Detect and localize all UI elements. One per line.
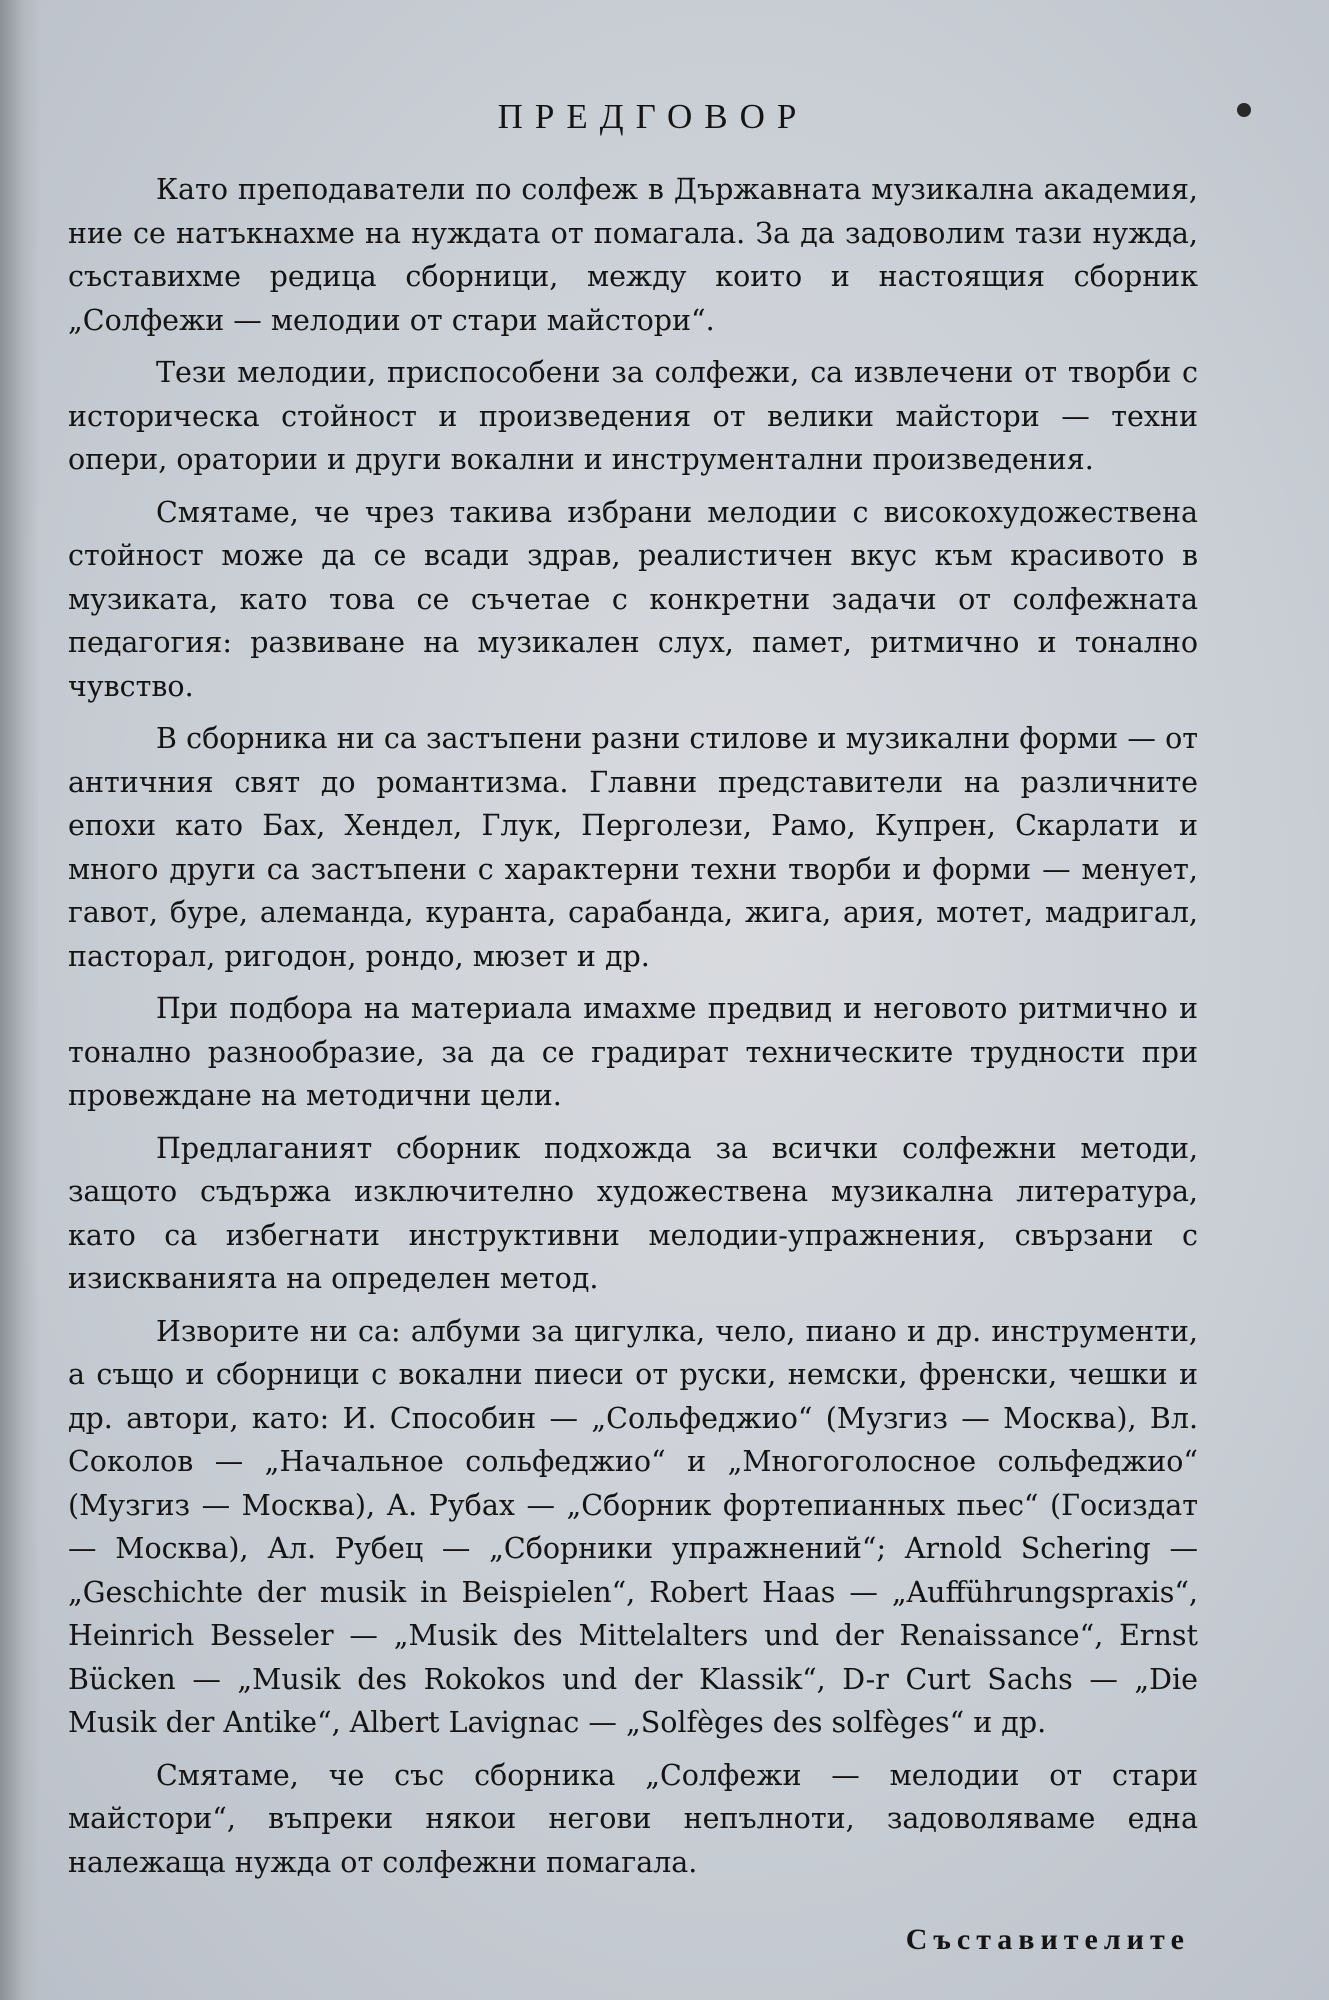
paragraph-3: Смятаме, че чрез такива избрани мелодии с високохудожествена стойност може да се всади здрав, реалистичен вкус към красивото в музиката, като това се съчетае с конкретни задачи от солфежната педагогия: развиване на музикален слух, памет, ритмично и тонално чувство. bbox=[68, 495, 1198, 703]
page-gutter-shadow bbox=[0, 0, 40, 2000]
preface-content bbox=[68, 92, 1198, 1962]
paragraph-8: Смятаме, че със сборника „Солфежи — мелодии от стари майстори“, въпреки някои негови непълноти, задоволяваме една належаща нужда от солфежни помагала. bbox=[68, 1758, 1198, 1879]
paragraph-2: Тези мелодии, приспособени за солфежи, са извлечени от творби с историческа стойност и произведения от велики майстори — техни опери, оратории и други вокални и инструментални произведения. bbox=[68, 356, 1198, 476]
signature: Съставителите bbox=[905, 1923, 1190, 1956]
paragraph-1: Като преподаватели по солфеж в Държавната музикална академия, ние се натъкнахме на нуждата от помагала. За да задоволим тази нужда, съставихме редица сборници, между които и настоящия сборник „Солфежи — мелодии от стари майстори“. bbox=[68, 173, 1198, 337]
paragraph-6: Предлаганият сборник подхожда за всички солфежни методи, защото съдържа изключително художествена музикална литература, като са избегнати инструктивни мелодии-упражнения, свързани с изискванията на определен метод. bbox=[68, 1131, 1198, 1295]
paragraph-5: При подбора на материала имахме предвид и неговото ритмично и тонално разнообразие, за да се градират техническите трудности при провеждане на методични цели. bbox=[68, 992, 1198, 1112]
paragraph-7: Изворите ни са: албуми за цигулка, чело, пиано и др. инструменти, а също и сборници с вокални пиеси от руски, немски, френски, чешки и др. автори, като: И. Способин — „Сольфеджио“ (Музгиз — Москва), Вл. Соколов — „Начальное сольфеджио“ и „Многоголосное сольфеджио“ (Музгиз — Москва), А. Рубах — „Сборник фортепианных пьес“ (Госиздат — Москва), Ал. Рубец — „Сборники упражнений“; Arnold Schering — „Geschichte der musik in Beispielen“, Robert Haas — „Aufführungspraxis“, Heinrich Besseler — „Musik des Mittelalters und der Renaissance“, Ernst Bücken — „Musik des Rokokos und der Klassik“, D-r Curt Sachs — „Die Musik der Antike“, Albert Lavignac — „Solfèges des solfèges“ и др. bbox=[68, 1314, 1198, 1739]
paragraph-4: В сборника ни са застъпени разни стилове и музикални форми — от античния свят до романтизма. Главни представители на различните епохи като Бах, Хендел, Глук, Перголези, Рамо, Купрен, Скарлати и много други са застъпени с характерни техни творби и форми — менует, гавот, буре, алеманда, куранта, сарабанда, жига, ария, мотет, мадригал, пасторал, ригодон, рондо, мюзет и др. bbox=[68, 722, 1198, 973]
page-title: ПРЕДГОВОР bbox=[497, 97, 809, 136]
ink-spot bbox=[1237, 103, 1251, 117]
